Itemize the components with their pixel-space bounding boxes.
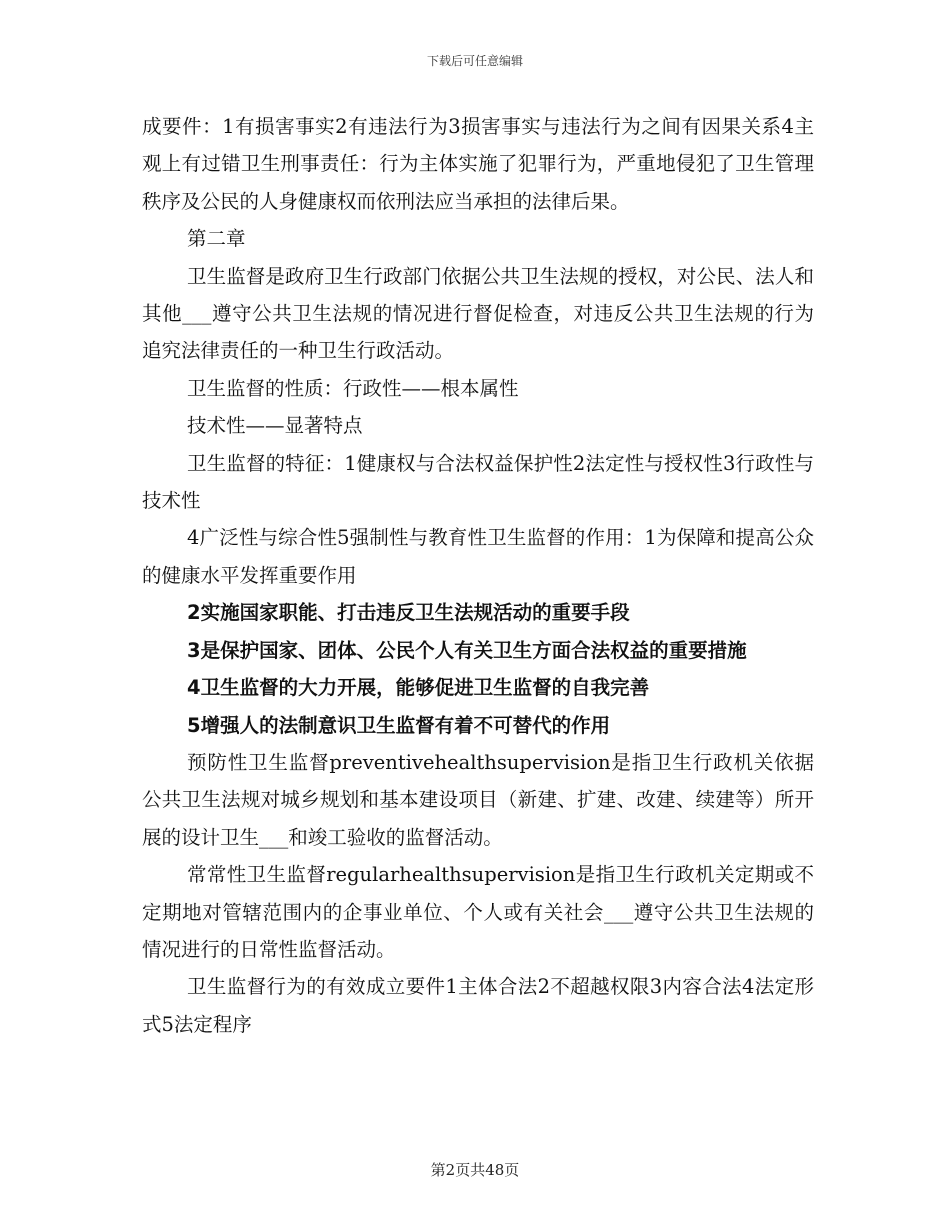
paragraph-legal-liability: 成要件：1有损害事实2有违法行为3损害事实与违法行为之间有因果关系4主观上有过错卫生刑事责任：行为主体实施了犯罪行为，严重地侵犯了卫生管理秩序及公民的人身健康权而依刑法应当承担的法律后果。 [142,115,814,213]
paragraph-technical: 技术性——显著特点 [187,414,363,438]
page-header: 下载后可任意编辑 [426,54,523,68]
paragraph-definition: 卫生监督是政府卫生行政部门依据公共卫生法规的授权，对公民、法人和其他___遵守公共卫生法规的情况进行督促检查，对违反公共卫生法规的行为追究法律责任的一种卫生行政活动。 [142,264,814,363]
paragraph-nature: 卫生监督的性质：行政性——根本属性 [187,376,519,400]
paragraph-regular-supervision: 常常性卫生监督regularhealthsupervision是指卫生行政机关定期或不定期地对管辖范围内的企事业单位、个人或有关社会___遵守公共卫生法规的情况进行的日常性监督活动。 [142,863,814,961]
paragraph-preventive-supervision: 预防性卫生监督preventivehealthsupervision是指卫生行政机关依据公共卫生法规对城乡规划和基本建设项目（新建、扩建、改建、续建等）所开展的设计卫生___和竣工验收的监督活动。 [142,750,814,849]
paragraph-bold-point-5: 5增强人的法制意识卫生监督有着不可替代的作用 [187,713,611,737]
paragraph-bold-point-4: 4卫生监督的大力开展，能够促进卫生监督的自我完善 [187,676,650,700]
paragraph-features: 卫生监督的特征：1健康权与合法权益保护性2法定性与授权性3行政性与技术性 [142,451,814,513]
page-number: 第2页共48页 [430,1161,520,1179]
paragraph-bold-point-2: 2实施国家职能、打击违反卫生法规活动的重要手段 [187,601,630,625]
document-body [142,108,814,1043]
paragraph-role: 4广泛性与综合性5强制性与教育性卫生监督的作用：1为保障和提高公众的健康水平发挥重要作用 [142,526,814,587]
chapter-heading: 第二章 [187,227,246,251]
paragraph-validity-elements: 卫生监督行为的有效成立要件1主体合法2不超越权限3内容合法4法定形式5法定程序 [142,975,814,1036]
paragraph-bold-point-3: 3是保护国家、团体、公民个人有关卫生方面合法权益的重要措施 [187,638,747,662]
